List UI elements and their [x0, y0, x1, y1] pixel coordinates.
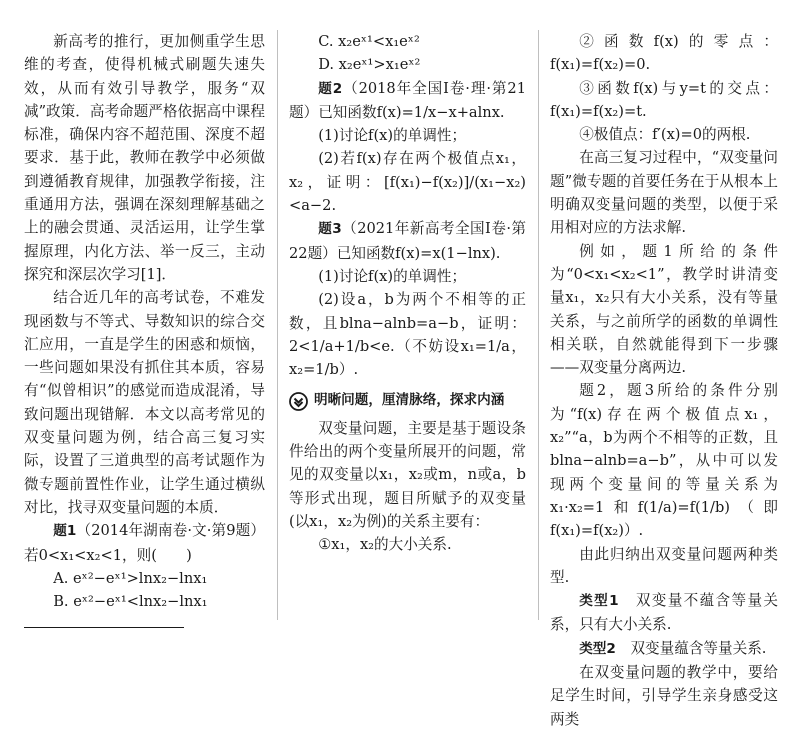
question-3-label: 题3 [318, 221, 342, 238]
section-title: 明晰问题，厘清脉络，探求内涵 [314, 392, 505, 409]
type-2-text: 双变量蕴含等量关系. [630, 639, 767, 657]
section-heading [289, 389, 526, 412]
column-2 [289, 30, 526, 630]
section-arrow-icon [289, 392, 308, 411]
relation-1: ①x₁，x₂的大小关系. [318, 536, 452, 554]
relation-paragraph: 题2，题3所给的条件分别为“f(x)存在两个极值点x₁，x₂”“a，b为两个不相等的正数，且blna−alnb=a−b”，从中可以发现两个变量间的等量关系为x₁·x₂=1和f(1/a)=f(1/b)（即f(x₁)=f(x₂)）. [550, 382, 778, 540]
option-b: B. eˣ²−eˣ¹<lnx₂−lnx₁ [53, 593, 208, 611]
relation-4: ④极值点：f′(x)=0的两根. [579, 126, 751, 144]
intro-paragraph: 新高考的推行，更加侧重学生思维的考查，使得机械式刷题失速失效，从而有效引导教学，服务“双减”政策．高考命题严格依据高中课程标准，确保内容不超范围、深度不超要求．基于此，教师在教学中必须做到遵循教育规律，加强教学衔接，注重通用方法，强调在深刻理解基础之上的融会贯通、灵活运用，让学生掌握原理，内化方法、举一反三，主动探究和深层次学习[1]． [24, 33, 265, 283]
question-1-text: （2014年湖南卷·文·第9题）若0<x₁<x₂<1，则( ) [24, 522, 265, 564]
context-paragraph: 结合近几年的高考试卷，不难发现函数与不等式、导数知识的综合交汇应用，一直是学生的困惑和烦恼，一些问题如果没有抓住其本质，容易有“似曾相识”的感觉而造成混淆，导致问题出现错解．本文以高考常见的双变量问题为例，结合高三复习实际，设置了三道典型的高考试题作为微专题前置性作业，让学生通过横纵对比，找寻双变量问题的本质． [24, 289, 265, 516]
question-1-label: 题1 [53, 523, 77, 540]
footnote-rule [24, 627, 184, 628]
option-c: C. x₂eˣ¹<x₁eˣ² [318, 33, 420, 50]
section-paragraph: 双变量问题，主要是基于题设条件给出的两个变量所展开的问题，常见的双变量以x₁，x₂或m，n或a，b等形式出现，题目所赋予的双变量(以x₁，x₂为例)的关系主要有： [289, 419, 526, 530]
type-1 [550, 589, 778, 637]
column-divider-1 [277, 30, 278, 620]
question-2 [289, 77, 526, 125]
summary-paragraph: 由此归纳出双变量问题两种类型. [550, 545, 778, 586]
relation-3: ③函数f(x)与y=t的交点：f(x₁)=f(x₂)=t. [550, 79, 778, 120]
type-2-label: 类型2 [579, 640, 616, 657]
question-2-text: （2018年全国Ⅰ卷·理·第21题）已知函数f(x)=1/x−x+alnx. [289, 79, 526, 121]
column-1 [24, 30, 265, 630]
question-3-part-2: (2)设a，b为两个不相等的正数，且blna−alnb=a−b，证明：2<1/a+1/b<e.（不妨设x₁=1/a，x₂=1/b）. [289, 291, 526, 379]
relation-2: ②函数f(x)的零点：f(x₁)=f(x₂)=0. [550, 33, 778, 74]
question-2-part-2: (2)若f(x)存在两个极值点x₁，x₂，证明：[f(x₁)−f(x₂)]/(x₁−x₂)<a−2. [289, 150, 526, 215]
question-3 [289, 217, 526, 265]
question-2-label: 题2 [318, 80, 343, 97]
column-divider-2 [538, 30, 539, 620]
type-1-text: 双变量不蕴含等量关系，只有大小关系. [550, 592, 778, 634]
question-3-part-1: (1)讨论f(x)的单调性； [318, 267, 467, 285]
option-d: D. x₂eˣ¹>x₁eˣ² [318, 56, 421, 74]
option-a: A. eˣ²−eˣ¹>lnx₂−lnx₁ [53, 569, 208, 587]
example-paragraph: 例如，题1所给的条件为“0<x₁<x₂<1”，教学时讲清变量x₁，x₂只有大小关系，没有等量关系，与之前所学的函数的单调性相关联，自然就能得到下一步骤——双变量分离两边. [550, 242, 778, 377]
question-2-part-1: (1)讨论f(x)的单调性； [318, 127, 467, 145]
closing-paragraph: 在双变量问题的教学中，要给足学生时间，引导学生亲身感受这两类 [550, 664, 778, 728]
type-2 [550, 637, 778, 661]
question-3-text: （2021年新高考全国Ⅰ卷·第22题）已知函数f(x)=x(1−lnx). [289, 220, 527, 262]
question-1 [24, 519, 265, 567]
type-1-label: 类型1 [579, 593, 619, 610]
review-paragraph: 在高三复习过程中，“双变量问题”微专题的首要任务在于从根本上明确双变量问题的类型，以便于采用相对应的方法求解. [550, 149, 778, 237]
column-3 [550, 30, 778, 728]
